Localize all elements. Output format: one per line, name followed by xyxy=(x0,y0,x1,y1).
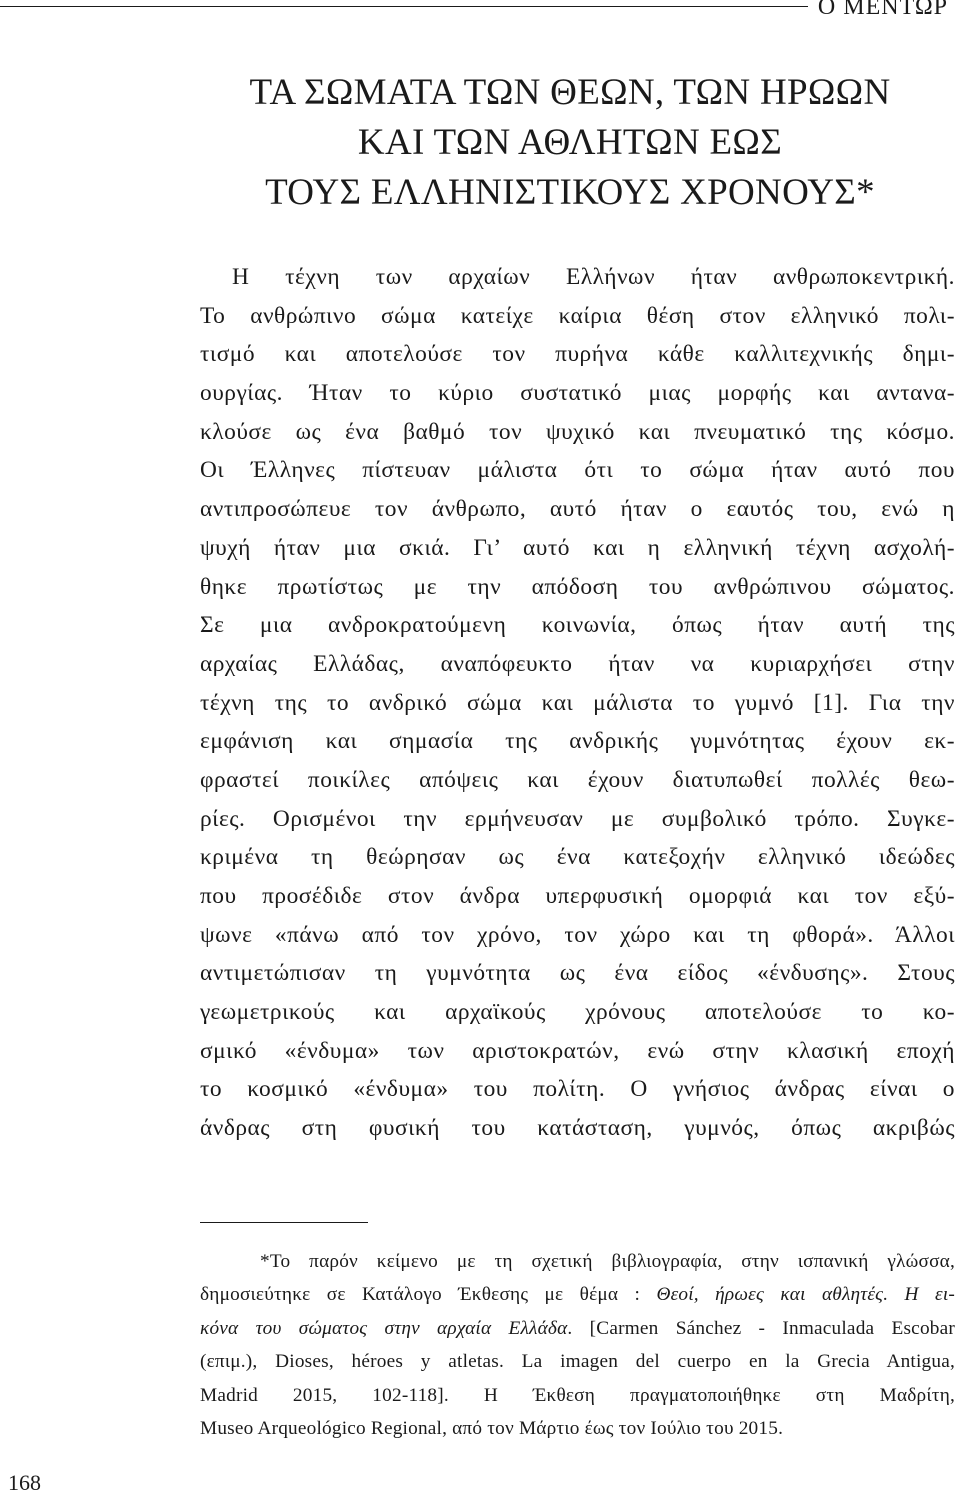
body-line: σμικό «ένδυμα» των αριστοκρατών, ενώ στην κλασική εποχή xyxy=(200,1037,955,1064)
footnote-italic-title: κόνα του σώματος στην αρχαία Ελλάδα xyxy=(200,1317,568,1339)
body-paragraph xyxy=(200,258,955,1148)
body-line: τέχνη της το ανδρικό σώμα και μάλιστα το γυμνό [1]. Για την xyxy=(200,689,955,716)
footnote-text: . [Carmen Sánchez - Inmaculada Escobar xyxy=(567,1317,955,1339)
footnote-italic-title: Θεοί, ήρωες και αθλητές. Η ει- xyxy=(656,1284,955,1306)
body-line: κριμένα τη θεώρησαν ως ένα κατεξοχήν ελληνικό ιδεώδες xyxy=(200,844,955,871)
body-line: ψωνε «πάνω από τον χρόνο, τον χώρο και τη φθορά». Άλλοι xyxy=(200,921,955,948)
footnote-line: Madrid 2015, 102-118]. Η Έκθεση πραγματοποιήθηκε στη Μαδρίτη, xyxy=(200,1384,955,1406)
footnote-line: *Το παρόν κείμενο με τη σχετική βιβλιογραφία, στην ισπανική γλώσσα, xyxy=(260,1251,955,1272)
footnote-line: Museo Arqueológico Regional, από τον Μάρτιο έως τον Ιούλιο του 2015. xyxy=(200,1417,784,1439)
body-line: γεωμετρικούς και αρχαϊκούς χρόνους αποτελούσε το κο- xyxy=(200,999,955,1026)
footnote-line xyxy=(200,1312,955,1345)
article-title xyxy=(150,68,960,218)
body-line: Οι Έλληνες πίστευαν μάλιστα ότι το σώμα ήταν αυτό που xyxy=(200,457,955,484)
body-line: ουργίας. Ήταν το κύριο συστατικό μιας μορφής και αντανα- xyxy=(200,380,955,407)
body-line: αντιμετώπισαν τη γυμνότητα ως ένα είδος «ένδυσης». Στους xyxy=(200,960,955,987)
header-rule xyxy=(0,6,808,7)
body-line: θηκε πρωτίστως με την απόδοση του ανθρώπινου σώματος. xyxy=(200,573,955,600)
title-line: ΤΑ ΣΩΜΑΤΑ ΤΩΝ ΘΕΩΝ, ΤΩΝ ΗΡΩΩΝ xyxy=(249,72,891,113)
body-line: φραστεί ποικίλες απόψεις και έχουν διατυπωθεί πολλές θεω- xyxy=(200,766,955,793)
body-line: Σε μια ανδροκρατούμενη κοινωνία, όπως ήταν αυτή της xyxy=(200,612,955,639)
footnote-text: δημοσιεύτηκε σε Κατάλογο Έκθεσης με θέμα : xyxy=(200,1284,657,1306)
body-line: το κοσμικό «ένδυμα» του πολίτη. Ο γνήσιος άνδρας είναι ο xyxy=(200,1076,955,1103)
body-line: Η τέχνη των αρχαίων Ελλήνων ήταν ανθρωποκεντρική. xyxy=(232,264,955,290)
body-line: άνδρας στη φυσική του κατάσταση, γυμνός, όπως ακριβώς xyxy=(200,1115,955,1142)
footnote-line xyxy=(200,1278,955,1311)
title-line: ΚΑΙ ΤΩΝ ΑΘΛΗΤΩΝ ΕΩΣ xyxy=(357,122,783,163)
footnote xyxy=(200,1245,955,1445)
body-line: αντιπροσώπευε τον άνθρωπο, αυτό ήταν ο εαυτός του, ενώ η xyxy=(200,496,955,523)
body-line: ψυχή ήταν μια σκιά. Γι’ αυτό και η ελληνική τέχνη ασχολή- xyxy=(200,534,955,561)
footnote-rule xyxy=(200,1222,368,1223)
body-line: ρίες. Ορισμένοι την ερμήνευσαν με συμβολικό τρόπο. Συγκε- xyxy=(200,805,955,832)
journal-name: Ο ΜΕΝΤΩΡ xyxy=(817,0,948,20)
body-line: εμφάνιση και σημασία της ανδρικής γυμνότητας έχουν εκ- xyxy=(200,728,955,755)
title-line: ΤΟΥΣ ΕΛΛΗΝΙΣΤΙΚΟΥΣ ΧΡΟΝΟΥΣ* xyxy=(265,172,875,213)
body-line: Το ανθρώπινο σώμα κατείχε καίρια θέση στον ελληνικό πολι- xyxy=(200,302,955,329)
body-line: τισμό και αποτελούσε τον πυρήνα κάθε καλλιτεχνικής δημι- xyxy=(200,341,955,368)
body-line: που προσέδιδε στον άνδρα υπερφυσική ομορφιά και τον εξύ- xyxy=(200,883,955,909)
body-line: αρχαίας Ελλάδας, αναπόφευκτο ήταν να κυριαρχήσει στην xyxy=(200,650,955,677)
footnote-line: (επιμ.), Dioses, héroes y atletas. La imagen del cuerpo en la Grecia Antigua, xyxy=(200,1351,955,1373)
page-number: 168 xyxy=(8,1470,41,1495)
body-line: κλούσε ως ένα βαθμό τον ψυχικό και πνευματικό της κόσμο. xyxy=(200,418,955,445)
